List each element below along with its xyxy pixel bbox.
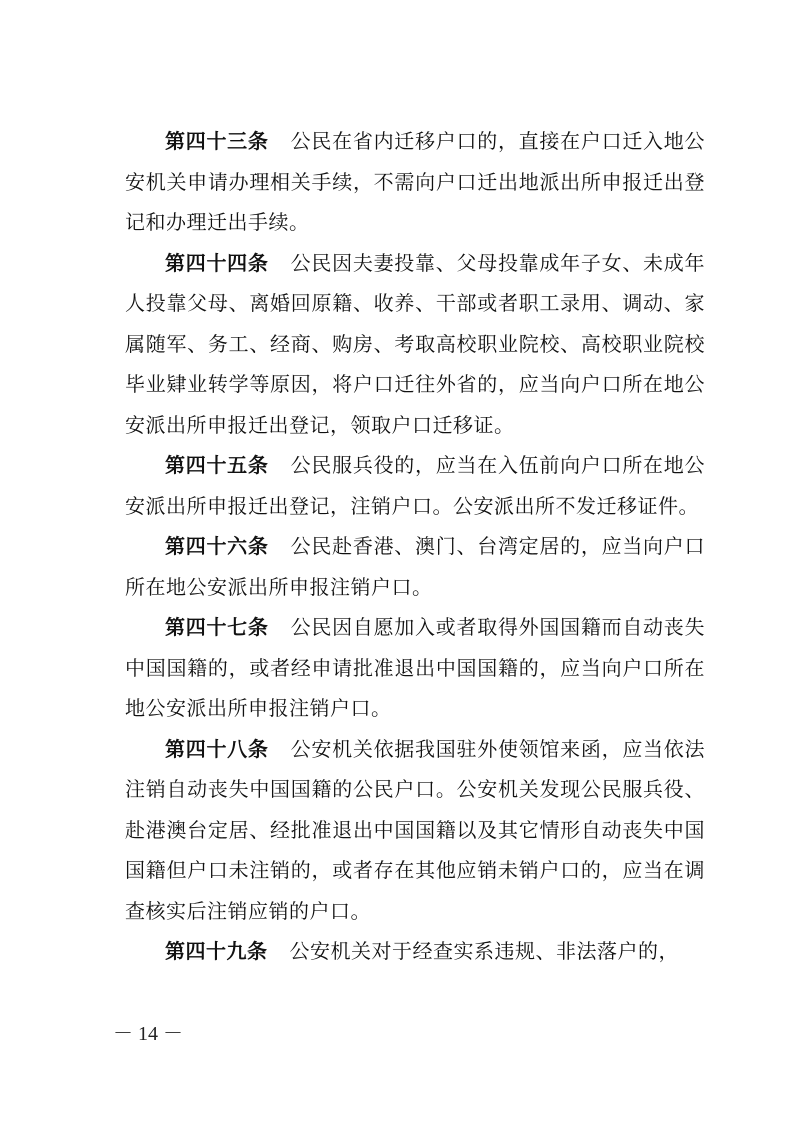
article-text: 公民在省内迁移户口的，直接在户口迁入地公安机关申请办理相关手续，不需向户口迁出地派出所申报迁出登记和办理迁出手续。: [125, 129, 706, 234]
article-number: 第四十七条: [165, 615, 269, 639]
article-45: [125, 445, 705, 526]
article-48: [125, 729, 705, 932]
article-text: 公民服兵役的，应当在入伍前向户口所在地公安派出所申报迁出登记，注销户口。公安派出所不发迁移证件。: [125, 453, 706, 518]
article-text: 公安机关依据我国驻外使领馆来函，应当依法注销自动丧失中国国籍的公民户口。公安机关发现公民服兵役、赴港澳台定居、经批准退出中国国籍以及其它情形自动丧失中国国籍但户口未注销的，或者存在其他应销未销户口的，应当在调查核实后注销应销的户口。: [125, 736, 706, 923]
article-text: 公民因夫妻投靠、父母投靠成年子女、未成年人投靠父母、离婚回原籍、收养、干部或者职工录用、调动、家属随军、务工、经商、购房、考取高校职业院校、高校职业院校毕业肄业转学等原因，将户口迁往外省的，应当向户口所在地公安派出所申报迁出登记，领取户口迁移证。: [125, 250, 706, 437]
article-47: [125, 607, 705, 729]
page-number: － 14 －: [113, 1023, 183, 1045]
article-44: [125, 243, 705, 446]
article-number: 第四十三条: [165, 129, 269, 153]
article-text: 公民因自愿加入或者取得外国国籍而自动丧失中国国籍的，或者经申请批准退出中国国籍的，应当向户口所在地公安派出所申报注销户口。: [125, 615, 706, 720]
article-49: [125, 931, 705, 972]
document-body: [125, 121, 705, 972]
article-number: 第四十四条: [165, 250, 269, 275]
article-text: 公民赴香港、澳门、台湾定居的，应当向户口所在地公安派出所申报注销户口。: [125, 534, 706, 599]
article-number: 第四十八条: [165, 736, 269, 761]
article-number: 第四十五条: [165, 453, 269, 477]
article-46: [125, 526, 705, 607]
article-number: 第四十六条: [165, 534, 269, 558]
article-43: [125, 121, 705, 243]
article-text: 公安机关对于经查实系违规、非法落户的，: [289, 939, 679, 963]
article-number: 第四十九条: [165, 939, 268, 963]
